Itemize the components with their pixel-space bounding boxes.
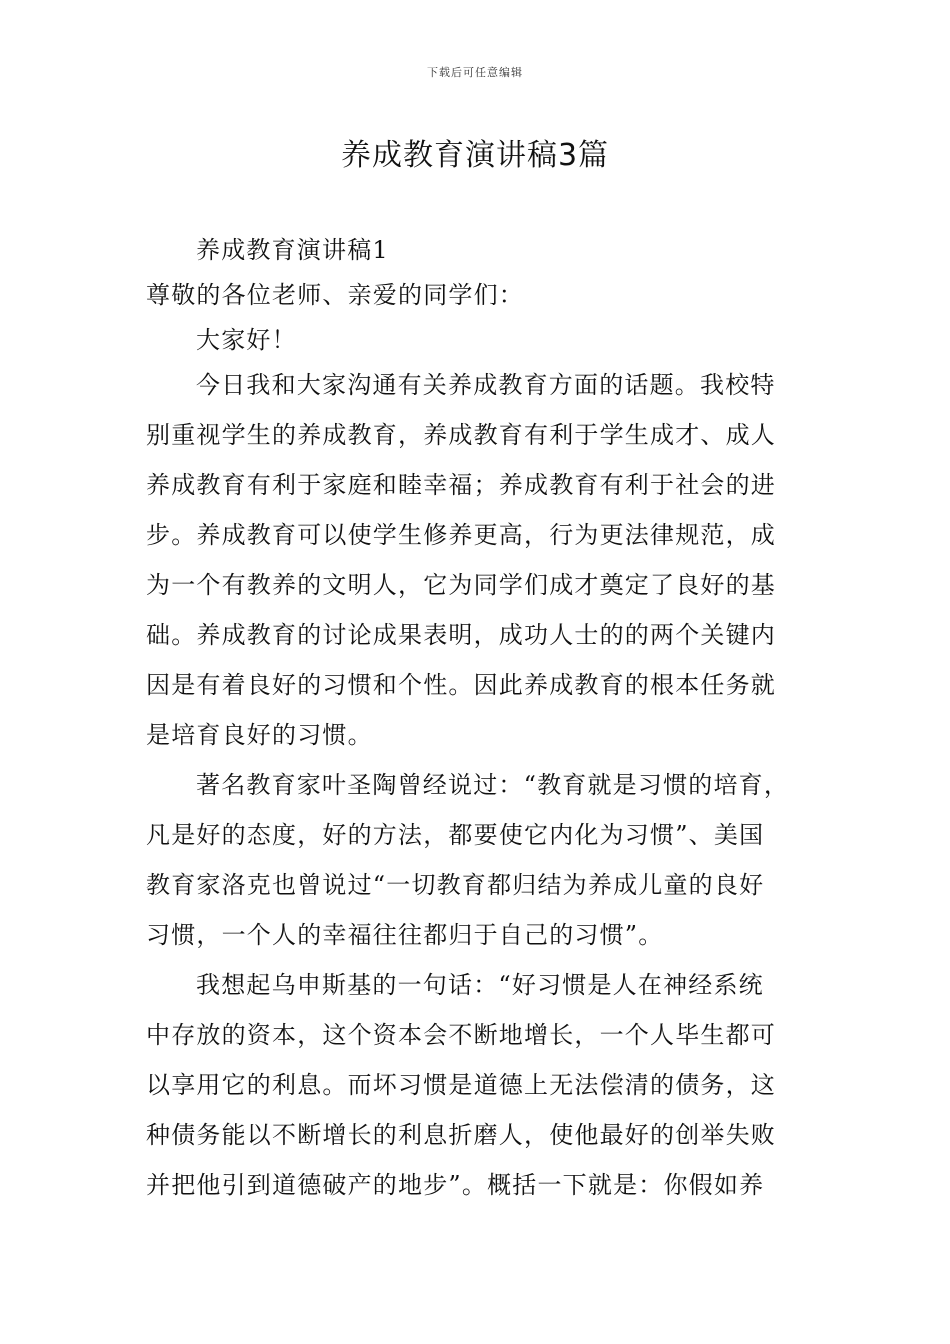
paragraph-line: 习惯，一个人的幸福往往都归于自己的习惯”。 [146, 921, 664, 949]
paragraph-2 [146, 767, 816, 967]
salutation: 尊敬的各位老师、亲爱的同学们： [146, 281, 524, 309]
paragraph-3 [146, 967, 816, 1217]
paragraph-line: 教育家洛克也曾说过“一切教育都归结为养成儿童的良好 [146, 871, 765, 899]
paragraph-line: 今日我和大家沟通有关养成教育方面的话题。我校特 [196, 371, 776, 399]
paragraph-line: 步。养成教育可以使学生修养更高，行为更法律规范，成 [146, 521, 776, 549]
paragraph-line: 础。养成教育的讨论成果表明，成功人士的的两个关键内 [146, 621, 776, 649]
speech-subtitle: 养成教育演讲稿1 [196, 236, 389, 264]
header-note: 下载后可任意编辑 [427, 66, 523, 79]
greeting: 大家好！ [196, 326, 297, 354]
paragraph-line: 为一个有教养的文明人，它为同学们成才奠定了良好的基 [146, 571, 776, 599]
paragraph-line: 是培育良好的习惯。 [146, 721, 373, 749]
paragraph-line: 凡是好的态度，好的方法，都要使它内化为习惯”、美国 [146, 821, 765, 849]
document-title: 养成教育演讲稿3篇 [340, 138, 610, 173]
paragraph-line: 养成教育有利于家庭和睦幸福；养成教育有利于社会的进 [146, 471, 776, 499]
document-body [146, 232, 816, 1217]
paragraph-1 [146, 367, 816, 767]
paragraph-line: 种债务能以不断增长的利息折磨人，使他最好的创举失败 [146, 1121, 776, 1149]
paragraph-line: 著名教育家叶圣陶曾经说过：“教育就是习惯的培育， [196, 771, 790, 799]
paragraph-line: 并把他引到道德破产的地步”。概括一下就是：你假如养 [146, 1171, 765, 1199]
paragraph-line: 以享用它的利息。而坏习惯是道德上无法偿清的债务，这 [146, 1071, 776, 1099]
paragraph-line: 别重视学生的养成教育，养成教育有利于学生成才、成人 [146, 421, 776, 449]
paragraph-line: 中存放的资本，这个资本会不断地增长，一个人毕生都可 [146, 1021, 776, 1049]
paragraph-line: 我想起乌申斯基的一句话：“好习惯是人在神经系统 [196, 971, 764, 999]
paragraph-line: 因是有着良好的习惯和个性。因此养成教育的根本任务就 [146, 671, 776, 699]
